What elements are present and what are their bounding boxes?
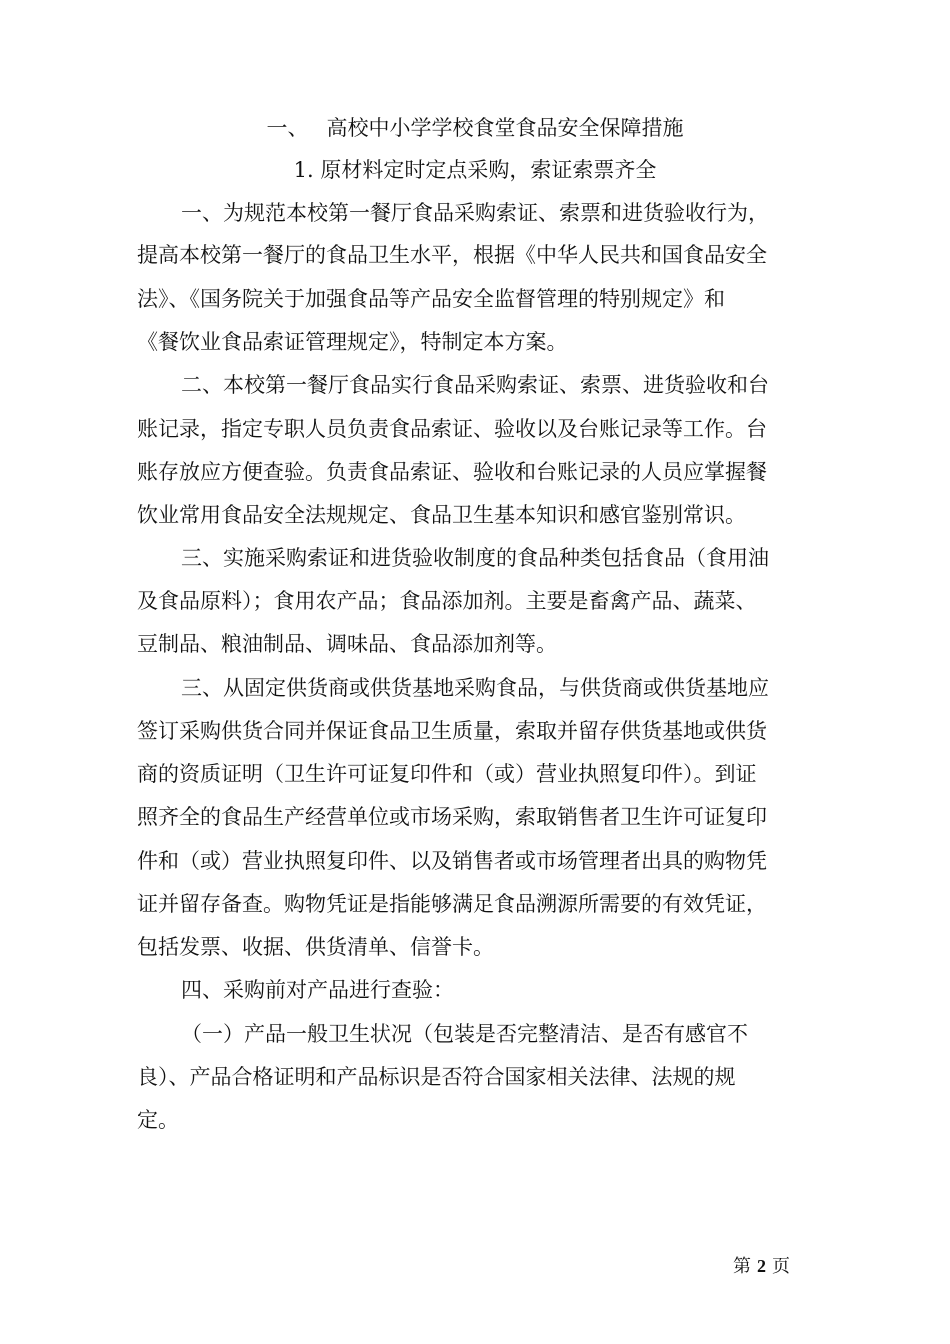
paragraph-line: （一）产品一般卫生状况（包装是否完整清洁、是否有感官不	[181, 1022, 748, 1046]
paragraph-line: 照齐全的食品生产经营单位或市场采购，索取销售者卫生许可证复印	[137, 805, 767, 829]
paragraph-line: 一、为规范本校第一餐厅食品采购索证、索票和进货验收行为，	[181, 201, 769, 225]
section-number: 一、	[266, 116, 309, 140]
paragraph-line: 包括发票、收据、供货清单、信誉卡。	[137, 935, 494, 959]
paragraph-line: 证并留存备查。购物凭证是指能够满足食品溯源所需要的有效凭证，	[137, 892, 767, 916]
paragraph-line: 及食品原料）；食用农产品；食品添加剂。主要是畜禽产品、蔬菜、	[137, 589, 757, 613]
page-footer	[733, 1253, 790, 1280]
paragraph-line: 定。	[137, 1108, 179, 1132]
paragraph-line: 豆制品、粮油制品、调味品、食品添加剂等。	[137, 632, 557, 656]
paragraph-line: 四、采购前对产品进行查验：	[181, 978, 454, 1002]
footer-prefix: 第	[733, 1256, 751, 1277]
paragraph-line: 三、从固定供货商或供货基地采购食品，与供货商或供货基地应	[181, 676, 769, 700]
paragraph-line: 法》、《国务院关于加强食品等产品安全监督管理的特别规定》和	[137, 287, 725, 311]
paragraph-line: 件和（或）营业执照复印件、以及销售者或市场管理者出具的购物凭	[137, 849, 767, 873]
paragraph-line: 账记录，指定专职人员负责食品索证、验收以及台账记录等工作。台	[137, 417, 767, 441]
footer-suffix: 页	[772, 1256, 790, 1277]
paragraph-line: 三、实施采购索证和进货验收制度的食品种类包括食品（食用油	[181, 546, 769, 570]
subsection-heading: 1. 原材料定时定点采购，索证索票齐全	[293, 158, 657, 182]
section-heading	[0, 113, 950, 143]
paragraph-line: 二、本校第一餐厅食品实行食品采购索证、索票、进货验收和台	[181, 373, 769, 397]
paragraph-line: 饮业常用食品安全法规规定、食品卫生基本知识和感官鉴别常识。	[137, 503, 746, 527]
paragraph-line: 良）、产品合格证明和产品标识是否符合国家相关法律、法规的规	[137, 1065, 736, 1089]
paragraph-line: 《餐饮业食品索证管理规定》，特制定本方案。	[137, 330, 568, 354]
paragraph-line: 商的资质证明（卫生许可证复印件和（或）营业执照复印件）。到证	[137, 762, 757, 786]
section-title: 高校中小学学校食堂食品安全保障措施	[326, 116, 684, 140]
paragraph-line: 提高本校第一餐厅的食品卫生水平，根据《中华人民共和国食品安全	[137, 243, 767, 267]
paragraph-line: 签订采购供货合同并保证食品卫生质量，索取并留存供货基地或供货	[137, 719, 767, 743]
paragraph-line: 账存放应方便查验。负责食品索证、验收和台账记录的人员应掌握餐	[137, 460, 767, 484]
page-number: 2	[757, 1256, 766, 1276]
